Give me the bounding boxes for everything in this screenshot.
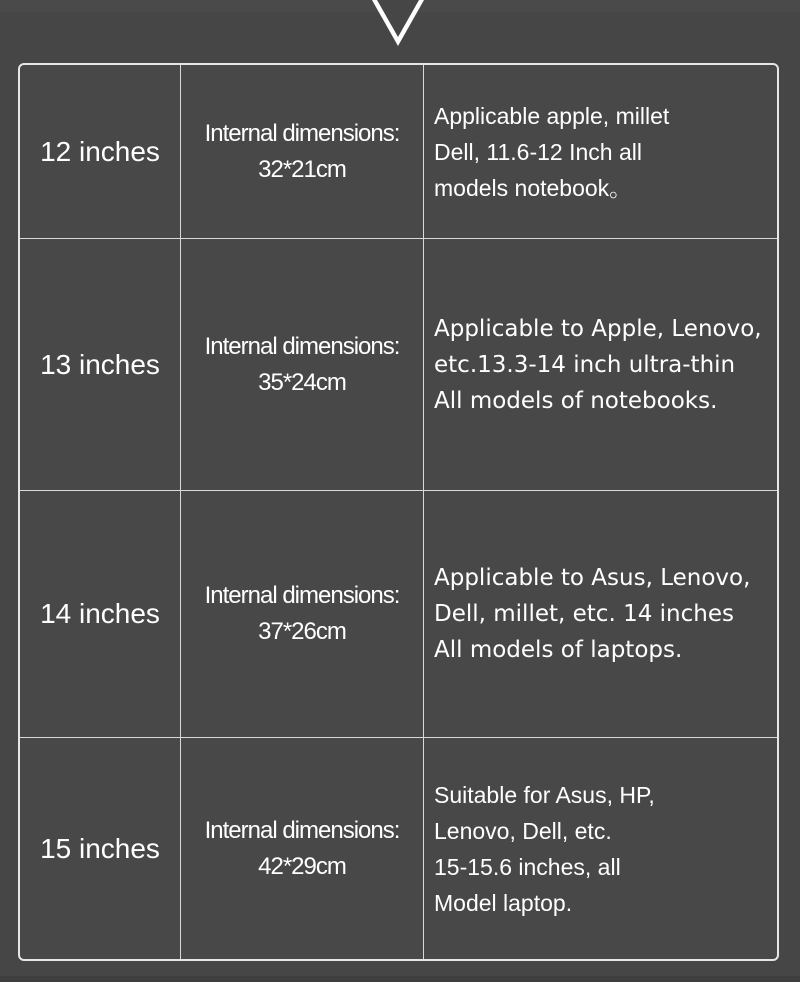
description-line: 15-15.6 inches, all <box>434 853 621 880</box>
dimensions-value: 42*29cm <box>258 852 346 880</box>
dimensions-label: Internal dimensions: <box>204 816 400 844</box>
dimensions-cell <box>181 491 423 737</box>
dimensions-cell <box>181 65 423 238</box>
description-cell <box>424 239 777 490</box>
description-cell <box>424 738 777 959</box>
down-arrow-icon-inner <box>377 0 419 37</box>
description-line: All models of notebooks. <box>434 387 718 414</box>
bottom-strip <box>0 976 800 982</box>
dimensions-value: 37*26cm <box>258 618 346 645</box>
description-cell <box>424 65 777 238</box>
description-line: Suitable for Asus, HP, <box>434 781 655 808</box>
description-line: All models of laptops. <box>434 637 683 663</box>
description-line: Model laptop. <box>434 889 573 916</box>
description-cell <box>424 491 777 737</box>
dimensions-cell <box>181 738 423 959</box>
description-line: Applicable to Apple, Lenovo, <box>434 315 762 342</box>
description-line: Applicable to Asus, Lenovo, <box>434 565 751 591</box>
size-cell: 13 inches <box>40 348 160 380</box>
size-cell: 12 inches <box>40 135 160 167</box>
dimensions-value: 35*24cm <box>258 368 346 396</box>
dimensions-label: Internal dimensions: <box>204 119 400 147</box>
size-table <box>18 63 779 961</box>
dimensions-value: 32*21cm <box>258 155 346 183</box>
description-line: models notebook。 <box>434 174 633 201</box>
description-line: Dell, 11.6-12 Inch all <box>434 138 642 165</box>
description-line: Dell, millet, etc. 14 inches <box>434 601 734 627</box>
dimensions-label: Internal dimensions: <box>204 332 400 360</box>
size-cell: 14 inches <box>40 598 160 629</box>
description-line: Applicable apple, millet <box>434 102 670 129</box>
size-cell: 15 inches <box>40 832 160 864</box>
dimensions-label: Internal dimensions: <box>204 582 400 609</box>
dimensions-cell <box>181 239 423 490</box>
description-line: Lenovo, Dell, etc. <box>434 817 612 844</box>
description-line: etc.13.3-14 inch ultra-thin <box>434 351 736 378</box>
